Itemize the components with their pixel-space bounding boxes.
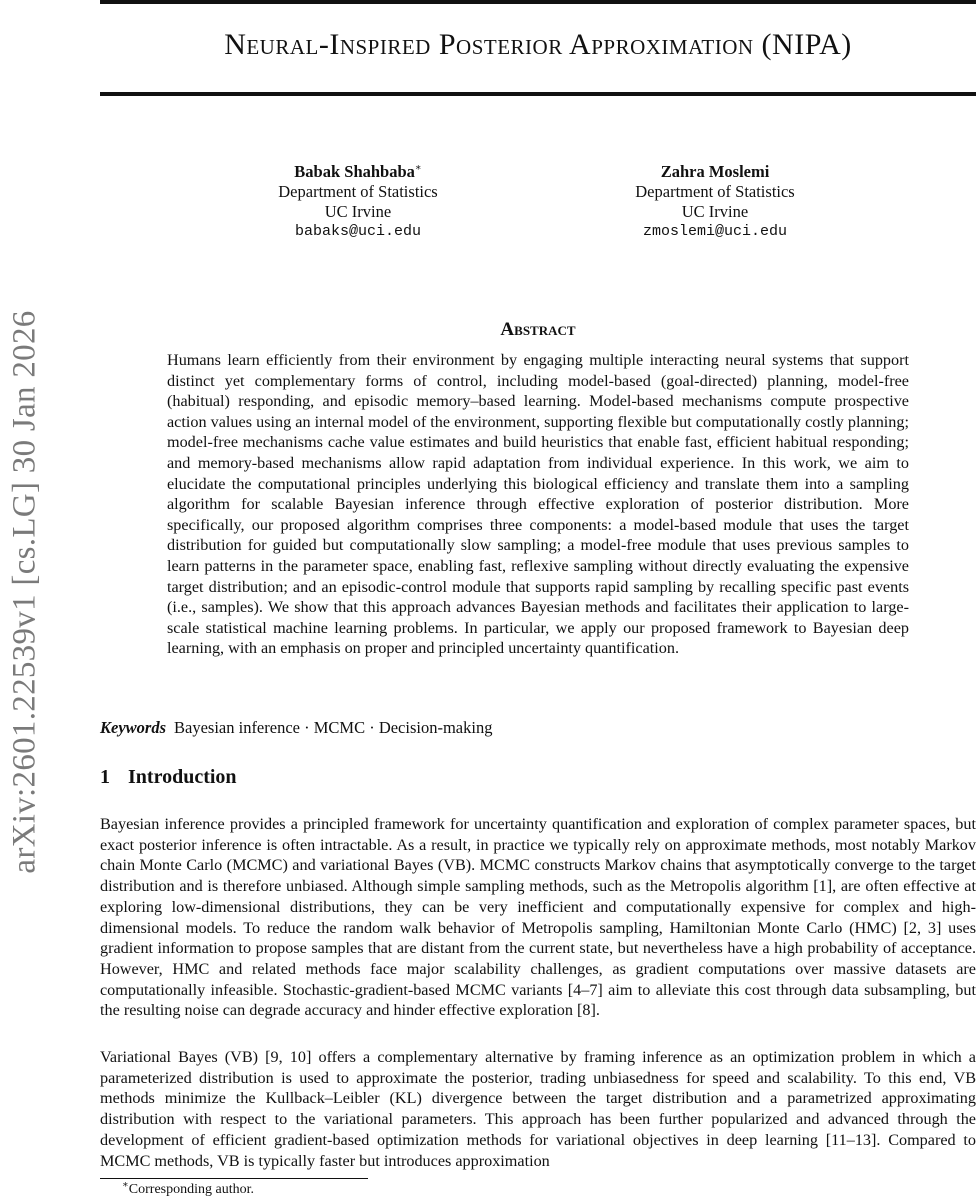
author-institution: UC Irvine [324, 202, 392, 221]
title-bottom-rule [100, 92, 976, 96]
corresponding-mark: ∗ [414, 162, 422, 174]
author-line [228, 162, 488, 182]
author-department: Department of Statistics [635, 182, 795, 201]
footnote [122, 1181, 254, 1199]
author-email[interactable]: babaks@uci.edu [294, 223, 422, 240]
author-name: Zahra Moslemi [660, 162, 770, 181]
abstract-heading: Abstract [500, 319, 576, 340]
author-block-2 [585, 162, 845, 242]
author-email[interactable]: zmoslemi@uci.edu [642, 223, 788, 240]
arxiv-identifier-text: arXiv:2601.22539v1 [cs.LG] 30 Jan 2026 [6, 310, 43, 874]
author-name: Babak Shahbaba [294, 162, 415, 181]
intro-paragraph-2: Variational Bayes (VB) [9, 10] offers a complementary alternative by framing inference as an optimization problem in which a parameterized distribution is used to approximate the posterior, trading unbiasedness for speed and scalability. To this end, VB methods minimize the Kullback–Leibler (KL) divergence between the target distribution and a parametrized approximating distribution with respect to the variational parameters. This approach has been further popularized and advanced through the development of efficient gradient-based optimization methods for variational objectives in deep learning [11–13]. Compared to MCMC methods, VB is typically faster but introduces approximation [100, 1048, 976, 1170]
keywords-label: Keywords [100, 718, 166, 737]
author-block-1 [228, 162, 488, 242]
keywords-text: Bayesian inference · MCMC · Decision-making [174, 718, 493, 737]
author-institution: UC Irvine [681, 202, 749, 221]
abstract-body: Humans learn efficiently from their environment by engaging multiple interacting neural systems that support distinct yet complementary forms of control, including model-based (goal-directed) planning, model-free (habitual) responding, and episodic memory–based learning. Model-based mechanisms compute prospective action values using an internal model of the environment, supporting flexible but computationally costly planning; model-free mechanisms cache value estimates and build heuristics that enable fast, efficient habitual responding; and memory-based mechanisms allow rapid adaptation from individual experience. In this work, we aim to elucidate the computational principles underlying this biological efficiency and translate them into a sampling algorithm for scalable Bayesian inference through effective exploration of posterior distribution. More specifically, our proposed algorithm comprises three components: a model-based module that uses the target distribution for guided but computationally slow sampling; a model-free module that uses previous samples to learn patterns in the parameter space, enabling fast, reflexive sampling without directly evaluating the expensive target distribution; and an episodic-control module that supports rapid sampling by recalling specific past events (i.e., samples). We show that this approach advances Bayesian methods and facilitates their application to large-scale statistical machine learning problems. In particular, we apply our proposed framework to Bayesian deep learning, with an emphasis on proper and principled uncertainty quantification. [167, 351, 909, 658]
keywords-line [100, 718, 976, 738]
arxiv-side-identifier [0, 265, 50, 920]
author-department: Department of Statistics [278, 182, 438, 201]
paper-title: Neural-Inspired Posterior Approximation (NIPA) [224, 28, 852, 61]
section-heading [100, 766, 237, 789]
footnote-mark: ∗ [122, 1179, 129, 1191]
top-rule [100, 0, 976, 4]
footnote-text: Corresponding author. [128, 1182, 255, 1197]
footnote-rule [100, 1178, 368, 1179]
section-title: Introduction [128, 766, 237, 788]
section-number: 1 [100, 766, 110, 788]
intro-paragraph-1: Bayesian inference provides a principled framework for uncertainty quantification and exploration of complex parameter spaces, but exact posterior inference is often intractable. As a result, in practice we typically rely on approximate methods, most notably Markov chain Monte Carlo (MCMC) and variational Bayes (VB). MCMC constructs Markov chains that asymptotically converge to the target distribution and is therefore unbiased. Although simple sampling methods, such as the Metropolis algorithm [1], are often effective at exploring low-dimensional distributions, they can be very inefficient and computationally expensive for complex and high-dimensional models. To reduce the random walk behavior of Metropolis sampling, Hamiltonian Monte Carlo (HMC) [2, 3] uses gradient information to propose samples that are distant from the current state, but nevertheless have a high probability of acceptance. However, HMC and related methods face major scalability challenges, as gradient computations over massive datasets are computationally infeasible. Stochastic-gradient-based MCMC variants [4–7] aim to alleviate this cost through data subsampling, but the resulting noise can degrade accuracy and hinder effective exploration [8]. [100, 815, 976, 1020]
